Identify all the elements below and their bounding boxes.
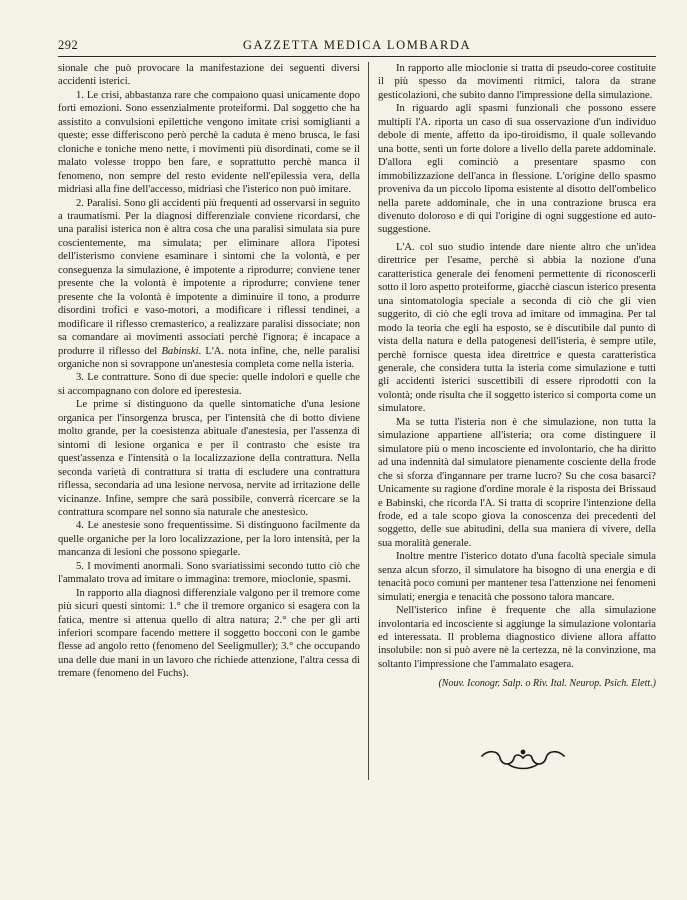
paragraph: Le prime si distinguono da quelle sintomatiche d'una lesione organica per l'insorgenza brusca, per l'intensità che di botto diviene molto grande, per la coesistenza abituale d'anestesia, per l'assenza di sintomi di lesione organica e per il contrasto che esiste tra quest'assenza e l'intensità o la localizzazione della contrattura. Nella seconda varietà di contrattura si tratta di escludere una contrattura riflessa, secondaria ad una lesione nervosa, nervite ad irritazione delle vicinanze. Infine, sempre che sarà possibile, converrà ricercare se la contrattura scompare nel sonno sia naturale che anestesico.	[58, 399, 360, 518]
page-number: 292	[58, 38, 79, 52]
text-run: . L'A. nota infine, che, nelle paralisi organiche non si sovrappone un'anestesia completa come nella isteria.	[58, 345, 360, 370]
header-rule	[58, 56, 656, 57]
paragraph: Nell'isterico infine è frequente che alla simulazione involontaria ed incosciente si aggiunge la simulazione volontaria ed interessata. Il problema diagnostico diviene allora affatto insolubile: non si può avere nè la certezza, nè la convinzione, ma soltanto l'impressione che l'ammalato esagera.	[378, 605, 656, 670]
column-divider	[368, 62, 369, 780]
paragraph: Inoltre mentre l'isterico dotato d'una facoltà speciale simula senza alcun sforzo, il simulatore ha bisogno di una energia e di tenacità poco comuni per mantener tesa l'attenzione nei fenomeni simulati; energia e tenacità che possono talora mancare.	[378, 551, 656, 603]
author-name: Babinski	[161, 345, 199, 357]
journal-title: GAZZETTA MEDICA LOMBARDA	[242, 38, 472, 52]
right-column	[378, 62, 656, 691]
paragraph: In rapporto alla diagnosi differenziale valgono per il tremore come più sicuri questi sintomi: 1.° che il tremore organico si esagera con la fatica, mentre si attenua quello di altra natura; 2.° che per gli arti inferiori scompare facendo mettere il soggetto bocconi con le gambe flesse ad angolo retto (fenomeno del Seeligmuller); 3.° che occupando una delle due mani in un lavoro che richiede attenzione, l'altra cessa di tremare (fenomeno del Fuchs).	[58, 587, 360, 680]
paragraph-paralisi	[58, 197, 360, 372]
citation: (Nouv. Iconogr. Salp. o Riv. Ital. Neurop. Psich. Elett.)	[438, 678, 656, 690]
paragraph: L'A. col suo studio intende dare niente altro che un'idea direttrice per l'esame, perchè si abbia la nozione d'una caratteristica generale dei fenomeni permettente di riconoscerli sotto il loro aspetto proteiforme, giacchè ciascun isterico presenta una sintomatologia speciale a seconda di ciò che gli vien suggerito, di ciò che egli trova ad imitare od immagina. Per tal modo la teoria che egli ha esposto, se è discutibile dal punto di vista della natura e della patogenesi dell'isteria, è sempre utile, perchè fornisce questa idea direttrice e questa caratteristica generale, che considera tutta la isteria come simulazione e tutti gli accidenti isterici suscettibili di essere riprodotti con la volontà; onde risulta che il soggetto isterico si comporta come un simulatore.	[378, 241, 656, 415]
decorative-scroll-ornament-icon	[478, 746, 568, 774]
paragraph: 5. I movimenti anormali. Sono svariatissimi secondo tutto ciò che l'ammalato trova ad imitare o immagina: tremore, mioclonie, spasmi.	[58, 560, 360, 586]
paragraph: 1. Le crisi, abbastanza rare che compaiono quasi unicamente dopo forti emozioni. Sono essenzialmente proteiformi. Dal soggetto che ha assistito a convulsioni epilettiche vengono imitate crisi somiglianti a queste; esse differiscono però perchè la caduta è meno brusca, le fasi cloniche e toniche meno nette, i movimenti più disordinati, come se il malato volesse troppo ben fare, e soprattutto perchè manca il fenomeno, non sempre del resto evidente nell'epilessia vera, della midriasi alla fine dell'accesso, midriasi che l'isterico non può imitare.	[58, 89, 360, 196]
paragraph: 3. Le contratture. Sono di due specie: quelle indolori e quelle che si accompagnano con dolore ed iperestesia.	[58, 372, 360, 397]
paragraph: Ma se tutta l'isteria non è che simulazione, non tutta la simulazione appartiene all'isteria; ora come distinguere il simulatore più o meno incosciente ed involontario, che ha diritto ad una indennità dal simulatore pienamente cosciente della frode che si sforza d'ingannare per trarne lucro? Su che cosa basarci? Unicamente su ragione d'ordine morale è la risposta dei Brissaud e Babinski, che ricorda l'A. Si tratta di scoprire l'intenzione della frode, ed a tale scopo giova la conoscenza dei precedenti del soggetto, delle sue abitudini, della sua maniera di vivere, della sua moralità generale.	[378, 416, 656, 549]
paragraph: sionale che può provocare la manifestazione dei seguenti diversi accidenti isterici.	[58, 63, 360, 88]
paragraph: In riguardo agli spasmi funzionali che possono essere multipli l'A. riporta un caso di sua osservazione d'un individuo debole di mente, affetto da ipo-tiroidismo, il quale sollevando una botte, sentì un forte dolore a livello della parete addominale. D'allora egli cominciò a presentare spasmo con immobilizzazione dell'anca in flessione. L'origine dello spasmo proveniva da un piccolo lipoma esistente al disotto dell'ombelico nella parete addominale, che in una contrazione brusca era divenuto doloroso e di qui l'origine di ogni suggestione ed auto-suggestione.	[378, 103, 656, 236]
paragraph: In rapporto alle mioclonie si tratta di pseudo-coree costituite il più spesso da movimenti ritmici, talora da strane gesticolazioni, che subito danno l'impressione della simulazione.	[378, 63, 656, 101]
left-column	[58, 62, 360, 681]
paragraph: 4. Le anestesie sono frequentissime. Si distinguono facilmente da quelle organiche per la loro localizzazione, per la loro intensità, per la mancanza di lesioni che possono spiegarle.	[58, 520, 360, 559]
text-run: 2. Paralisi. Sono gli accidenti più frequenti ad osservarsi in seguito a traumatismi. Per la diagnosi differenziale conviene ricordarsi, che una paralisi isterica non è altra cosa che una paralisi simulata sia pure coscientemente, ma simulata; per eliminare allora l'ipotesi dell'isterismo conviene esaminare i sintomi che la volontà, e per conseguenza la simulazione, è impotente a riprodurre; conviene tener presente che la volontà è impotente a riprodurre; conviene tener presente che la volontà è impotente a diminuire il tono, a produrre disordini trofici e vaso-motori, a modificare i riflessi tendinei, a modificare il riflesso cremasterico, a realizzare paralisi dissociate; non sa comandare ai movimenti associati perchè l'ignora; è incapace a produrre il riflesso del	[58, 197, 360, 357]
page-header	[58, 38, 656, 58]
